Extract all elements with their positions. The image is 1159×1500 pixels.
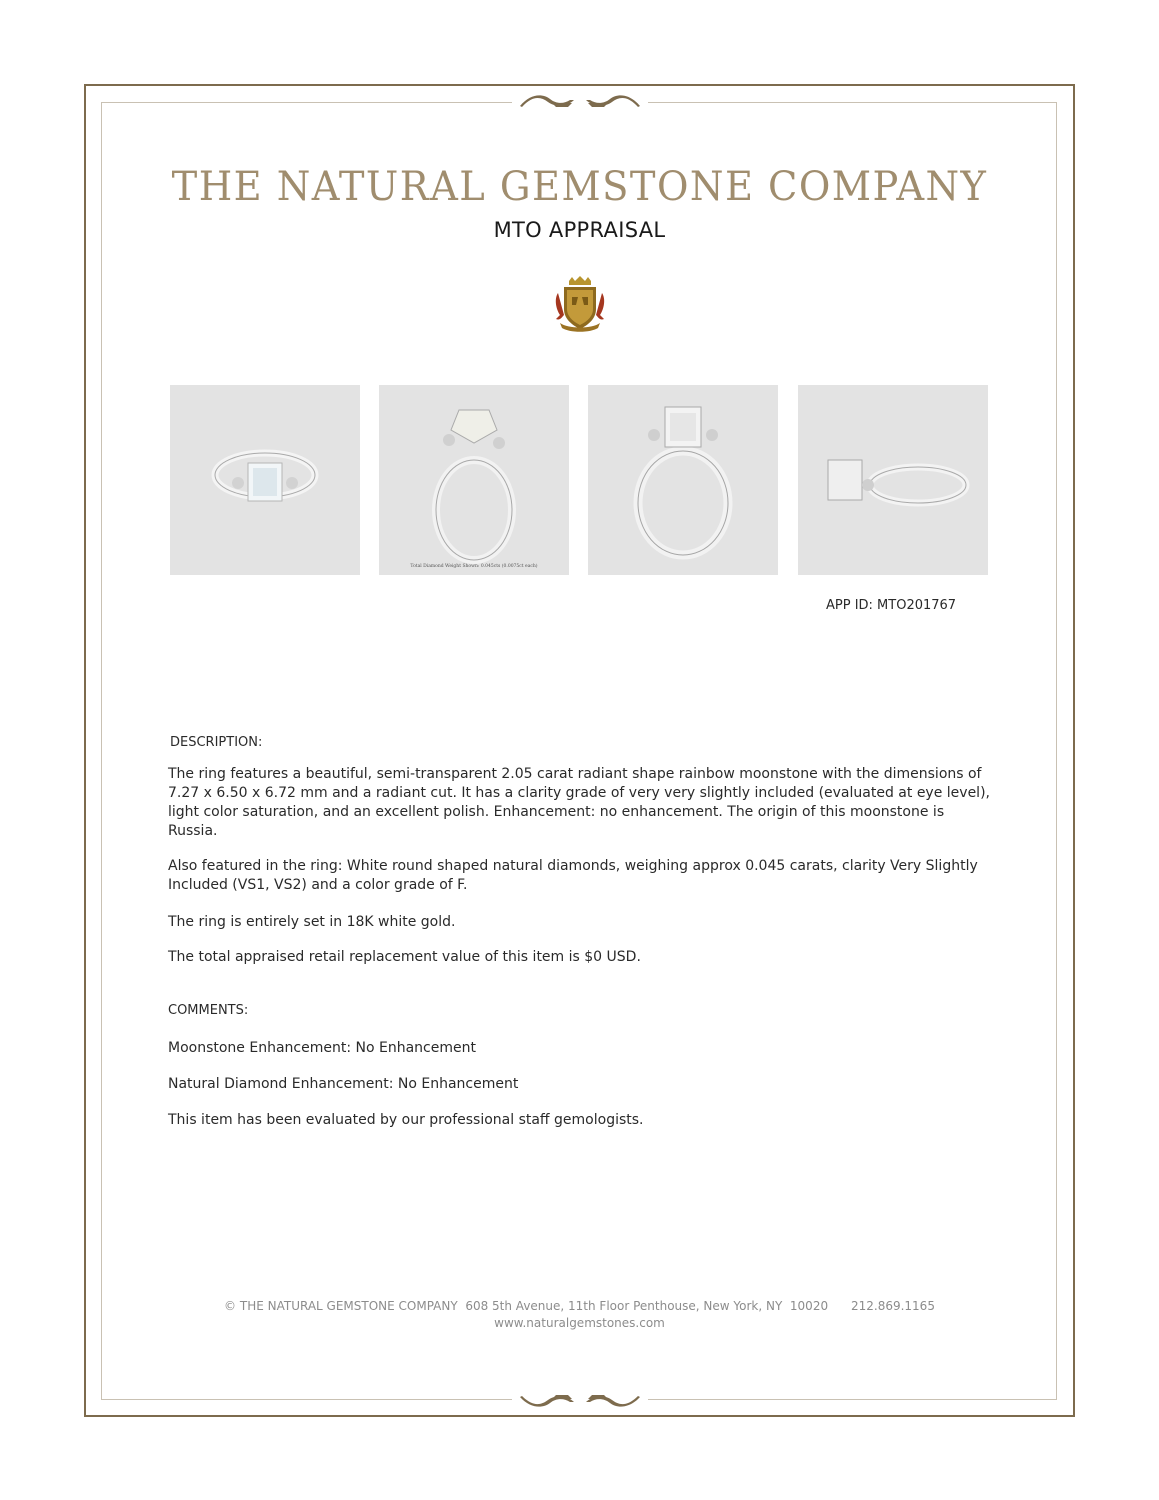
- diamond-weight-caption: Total Diamond Weight Shown: 0.045cts (0.0075ct each): [410, 564, 538, 569]
- ring-photo-angled-back[interactable]: [798, 385, 988, 575]
- comment-moonstone-enhancement: Moonstone Enhancement: No Enhancement: [168, 1040, 476, 1056]
- description-paragraph-value: The total appraised retail replacement value of this item is $0 USD.: [168, 949, 641, 965]
- ring-photo-angled-side[interactable]: [379, 385, 569, 575]
- bottom-flourish-ornament-icon: [512, 1388, 648, 1410]
- footer-website-link[interactable]: www.naturalgemstones.com: [494, 1316, 665, 1330]
- ring-photo-profile-front[interactable]: [588, 385, 778, 575]
- heraldic-crest-icon: [552, 275, 608, 335]
- comments-heading: COMMENTS:: [168, 1003, 249, 1018]
- description-paragraph-diamonds: Also featured in the ring: White round shaped natural diamonds, weighing approx 0.045 carats, clarity Very Slightly Included (VS1, VS2) and a color grade of F.: [168, 858, 978, 893]
- description-paragraph-main: The ring features a beautiful, semi-transparent 2.05 carat radiant shape rainbow moonstone with the dimensions of 7.27 x 6.50 x 6.72 mm and a radiant cut. It has a clarity grade of very very slightly included (evaluated at eye level), light color saturation, and an excellent polish. Enhancement: no enhancement. The origin of this moonstone is Russia.: [168, 766, 990, 839]
- comment-diamond-enhancement: Natural Diamond Enhancement: No Enhancement: [168, 1076, 519, 1092]
- comment-gemologist-evaluation: This item has been evaluated by our professional staff gemologists.: [168, 1112, 644, 1128]
- appraisal-id: APP ID: MTO201767: [826, 598, 957, 613]
- ring-photo-gallery: [0, 385, 1159, 575]
- document-type-title: MTO APPRAISAL: [493, 218, 666, 242]
- top-flourish-ornament-icon: [512, 92, 648, 114]
- company-name-heading: THE NATURAL GEMSTONE COMPANY: [171, 164, 988, 210]
- description-paragraph-metal: The ring is entirely set in 18K white gold.: [168, 914, 456, 930]
- footer-address: © THE NATURAL GEMSTONE COMPANY 608 5th Avenue, 11th Floor Penthouse, New York, NY 10020 212.869.1165: [224, 1299, 935, 1313]
- description-heading: DESCRIPTION:: [170, 735, 263, 750]
- ring-photo-top-front[interactable]: [170, 385, 360, 575]
